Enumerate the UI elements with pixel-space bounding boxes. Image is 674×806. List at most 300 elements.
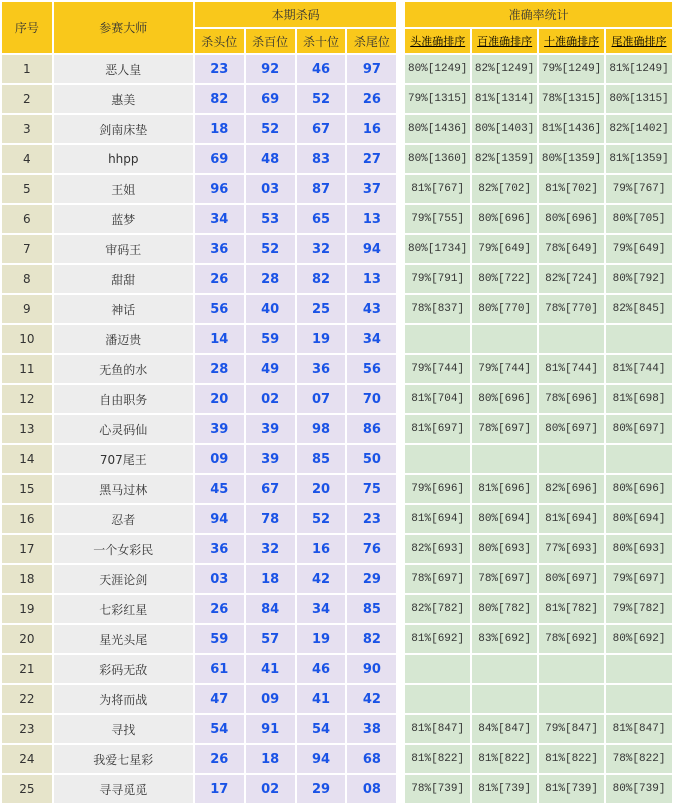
kill-number: 94 — [347, 235, 396, 263]
table-row — [2, 475, 672, 503]
sort-head-accuracy-link[interactable]: 头准确排序 — [405, 29, 470, 53]
table-row — [2, 115, 672, 143]
kill-number: 26 — [195, 265, 244, 293]
kill-number: 75 — [347, 475, 396, 503]
column-gap — [398, 205, 403, 233]
row-index: 24 — [2, 745, 52, 773]
kill-number: 54 — [297, 715, 346, 743]
accuracy-stat: 82%[1359] — [472, 145, 537, 173]
accuracy-stat: 82%[845] — [606, 295, 672, 323]
table-row — [2, 265, 672, 293]
kill-number: 09 — [246, 685, 295, 713]
kill-number: 29 — [297, 775, 346, 803]
accuracy-stat: 79%[744] — [405, 355, 470, 383]
kill-number: 82 — [347, 625, 396, 653]
kill-number: 39 — [195, 415, 244, 443]
master-name: 恶人皇 — [54, 55, 193, 83]
master-name: 无鱼的水 — [54, 355, 193, 383]
accuracy-stat — [405, 655, 470, 683]
kill-number: 36 — [297, 355, 346, 383]
table-row — [2, 145, 672, 173]
table-row — [2, 535, 672, 563]
master-name: 甜甜 — [54, 265, 193, 293]
column-gap — [398, 715, 403, 743]
header-stat-group: 准确率统计 — [405, 2, 672, 27]
master-name: 天涯论剑 — [54, 565, 193, 593]
accuracy-stat: 80%[770] — [472, 295, 537, 323]
accuracy-stat: 80%[782] — [472, 595, 537, 623]
table-row — [2, 715, 672, 743]
column-gap — [398, 325, 403, 353]
master-name: 惠美 — [54, 85, 193, 113]
accuracy-stat: 80%[1359] — [539, 145, 604, 173]
accuracy-stat: 80%[696] — [472, 385, 537, 413]
kill-number: 18 — [195, 115, 244, 143]
accuracy-stat — [606, 655, 672, 683]
accuracy-stat — [472, 655, 537, 683]
column-gap — [398, 85, 403, 113]
sort-tail-accuracy-link[interactable]: 尾准确排序 — [606, 29, 672, 53]
kill-number: 29 — [347, 565, 396, 593]
master-name: 自由职务 — [54, 385, 193, 413]
table-row — [2, 295, 672, 323]
kill-number: 41 — [246, 655, 295, 683]
accuracy-stat: 81%[704] — [405, 385, 470, 413]
accuracy-stat: 79%[791] — [405, 265, 470, 293]
accuracy-stat: 81%[822] — [472, 745, 537, 773]
row-index: 20 — [2, 625, 52, 653]
kill-number: 36 — [195, 535, 244, 563]
column-gap — [398, 595, 403, 623]
accuracy-stat — [539, 445, 604, 473]
accuracy-stat: 80%[1315] — [606, 85, 672, 113]
accuracy-stat: 80%[705] — [606, 205, 672, 233]
kill-number: 45 — [195, 475, 244, 503]
accuracy-stat — [405, 325, 470, 353]
accuracy-stat: 79%[744] — [472, 355, 537, 383]
table-row — [2, 565, 672, 593]
master-name: 我爱七星彩 — [54, 745, 193, 773]
accuracy-stat — [539, 685, 604, 713]
kill-number: 43 — [347, 295, 396, 323]
accuracy-stat: 78%[822] — [606, 745, 672, 773]
kill-number: 42 — [347, 685, 396, 713]
kill-number: 82 — [195, 85, 244, 113]
accuracy-stat: 80%[694] — [606, 505, 672, 533]
accuracy-stat: 82%[1249] — [472, 55, 537, 83]
row-index: 25 — [2, 775, 52, 803]
column-gap — [398, 415, 403, 443]
table-row — [2, 685, 672, 713]
accuracy-stat: 81%[1249] — [606, 55, 672, 83]
kill-number: 76 — [347, 535, 396, 563]
row-index: 4 — [2, 145, 52, 173]
column-gap — [398, 505, 403, 533]
kill-number: 34 — [347, 325, 396, 353]
master-name: 审码王 — [54, 235, 193, 263]
master-name: 寻寻觅觅 — [54, 775, 193, 803]
sort-hundred-accuracy-link[interactable]: 百准确排序 — [472, 29, 537, 53]
master-name: 星光头尾 — [54, 625, 193, 653]
accuracy-stat: 79%[847] — [539, 715, 604, 743]
kill-number: 59 — [246, 325, 295, 353]
kill-number: 42 — [297, 565, 346, 593]
kill-number: 90 — [347, 655, 396, 683]
master-name: 王姐 — [54, 175, 193, 203]
master-name: 为将而战 — [54, 685, 193, 713]
accuracy-stat: 77%[693] — [539, 535, 604, 563]
kill-number: 49 — [246, 355, 295, 383]
row-index: 6 — [2, 205, 52, 233]
column-gap — [398, 115, 403, 143]
kill-number: 52 — [246, 115, 295, 143]
column-gap — [398, 295, 403, 323]
accuracy-stat: 78%[837] — [405, 295, 470, 323]
accuracy-stat: 81%[702] — [539, 175, 604, 203]
header-master: 参赛大师 — [54, 2, 193, 53]
accuracy-stat: 79%[649] — [606, 235, 672, 263]
accuracy-stat — [405, 445, 470, 473]
accuracy-stat — [405, 685, 470, 713]
kill-number: 20 — [195, 385, 244, 413]
column-gap — [398, 445, 403, 473]
accuracy-stat — [472, 685, 537, 713]
kill-number: 07 — [297, 385, 346, 413]
accuracy-stat — [606, 325, 672, 353]
row-index: 7 — [2, 235, 52, 263]
kill-number: 52 — [246, 235, 295, 263]
kill-number: 16 — [297, 535, 346, 563]
row-index: 2 — [2, 85, 52, 113]
accuracy-stat: 81%[847] — [405, 715, 470, 743]
master-name: 忍者 — [54, 505, 193, 533]
column-gap — [398, 655, 403, 683]
accuracy-stat: 78%[649] — [539, 235, 604, 263]
table-row — [2, 625, 672, 653]
kill-number: 28 — [195, 355, 244, 383]
row-index: 3 — [2, 115, 52, 143]
column-gap — [398, 355, 403, 383]
accuracy-stat: 78%[692] — [539, 625, 604, 653]
master-name: hhpp — [54, 145, 193, 173]
kill-number: 83 — [297, 145, 346, 173]
accuracy-stat: 79%[1249] — [539, 55, 604, 83]
accuracy-stat: 79%[1315] — [405, 85, 470, 113]
accuracy-stat: 81%[822] — [539, 745, 604, 773]
accuracy-stat: 81%[744] — [539, 355, 604, 383]
accuracy-stat: 80%[697] — [539, 415, 604, 443]
accuracy-stat: 80%[696] — [472, 205, 537, 233]
master-name: 彩码无敌 — [54, 655, 193, 683]
column-gap — [398, 685, 403, 713]
kill-number: 85 — [347, 595, 396, 623]
kill-number: 98 — [297, 415, 346, 443]
table-row — [2, 655, 672, 683]
kill-number: 84 — [246, 595, 295, 623]
accuracy-stat — [606, 685, 672, 713]
master-name: 潘迈贵 — [54, 325, 193, 353]
header-kill-hundred: 杀百位 — [246, 29, 295, 53]
row-index: 12 — [2, 385, 52, 413]
accuracy-stat: 78%[697] — [472, 565, 537, 593]
accuracy-stat: 80%[696] — [606, 475, 672, 503]
table-row — [2, 205, 672, 233]
column-gap — [398, 145, 403, 173]
kill-number: 92 — [246, 55, 295, 83]
accuracy-stat: 79%[767] — [606, 175, 672, 203]
column-gap — [398, 535, 403, 563]
kill-number: 26 — [195, 745, 244, 773]
header-row-top — [2, 2, 672, 27]
accuracy-stat: 81%[1314] — [472, 85, 537, 113]
row-index: 5 — [2, 175, 52, 203]
master-name: 心灵码仙 — [54, 415, 193, 443]
kill-number: 19 — [297, 625, 346, 653]
accuracy-stat: 79%[696] — [405, 475, 470, 503]
kill-number: 34 — [297, 595, 346, 623]
accuracy-stat: 80%[792] — [606, 265, 672, 293]
kill-number: 78 — [246, 505, 295, 533]
kill-number: 27 — [347, 145, 396, 173]
row-index: 22 — [2, 685, 52, 713]
kill-number: 85 — [297, 445, 346, 473]
accuracy-stat — [539, 325, 604, 353]
kill-number: 70 — [347, 385, 396, 413]
table-body — [2, 55, 672, 803]
kill-number: 16 — [347, 115, 396, 143]
accuracy-stat: 79%[649] — [472, 235, 537, 263]
kill-number: 57 — [246, 625, 295, 653]
accuracy-stat: 81%[739] — [539, 775, 604, 803]
master-name: 黑马过林 — [54, 475, 193, 503]
header-kill-group: 本期杀码 — [195, 2, 396, 27]
accuracy-stat: 80%[694] — [472, 505, 537, 533]
accuracy-stat: 80%[1403] — [472, 115, 537, 143]
kill-number: 41 — [297, 685, 346, 713]
kill-number: 48 — [246, 145, 295, 173]
accuracy-stat: 78%[770] — [539, 295, 604, 323]
accuracy-stat: 80%[722] — [472, 265, 537, 293]
accuracy-stat: 78%[739] — [405, 775, 470, 803]
accuracy-stat: 81%[739] — [472, 775, 537, 803]
accuracy-stat: 81%[847] — [606, 715, 672, 743]
kill-number: 03 — [246, 175, 295, 203]
accuracy-stat: 80%[697] — [606, 415, 672, 443]
row-index: 18 — [2, 565, 52, 593]
master-name: 蓝梦 — [54, 205, 193, 233]
table-row — [2, 85, 672, 113]
header-kill-tail: 杀尾位 — [347, 29, 396, 53]
accuracy-stat: 84%[847] — [472, 715, 537, 743]
kill-number: 37 — [347, 175, 396, 203]
accuracy-stat: 82%[1402] — [606, 115, 672, 143]
kill-number: 69 — [246, 85, 295, 113]
accuracy-stat — [539, 655, 604, 683]
header-gap — [398, 2, 403, 53]
kill-number: 56 — [195, 295, 244, 323]
accuracy-stat: 79%[755] — [405, 205, 470, 233]
accuracy-stat: 82%[782] — [405, 595, 470, 623]
accuracy-stat — [472, 325, 537, 353]
kill-number: 86 — [347, 415, 396, 443]
kill-number: 32 — [297, 235, 346, 263]
accuracy-stat: 78%[696] — [539, 385, 604, 413]
kill-number: 18 — [246, 745, 295, 773]
table-row — [2, 175, 672, 203]
master-name: 神话 — [54, 295, 193, 323]
kill-number: 08 — [347, 775, 396, 803]
row-index: 15 — [2, 475, 52, 503]
column-gap — [398, 745, 403, 773]
kill-number: 38 — [347, 715, 396, 743]
kill-number: 61 — [195, 655, 244, 683]
accuracy-stat: 80%[693] — [606, 535, 672, 563]
accuracy-stat: 81%[696] — [472, 475, 537, 503]
kill-number: 67 — [297, 115, 346, 143]
row-index: 9 — [2, 295, 52, 323]
accuracy-stat: 81%[698] — [606, 385, 672, 413]
kill-number: 68 — [347, 745, 396, 773]
kill-number: 25 — [297, 295, 346, 323]
kill-number: 67 — [246, 475, 295, 503]
kill-number: 32 — [246, 535, 295, 563]
accuracy-stat: 81%[1359] — [606, 145, 672, 173]
accuracy-stat: 81%[697] — [405, 415, 470, 443]
accuracy-stat: 81%[694] — [405, 505, 470, 533]
kill-number: 36 — [195, 235, 244, 263]
table-row — [2, 415, 672, 443]
kill-number: 65 — [297, 205, 346, 233]
table-row — [2, 745, 672, 773]
kill-number: 18 — [246, 565, 295, 593]
accuracy-stat: 78%[1315] — [539, 85, 604, 113]
kill-number: 91 — [246, 715, 295, 743]
accuracy-stat: 80%[696] — [539, 205, 604, 233]
table-row — [2, 235, 672, 263]
master-name: 一个女彩民 — [54, 535, 193, 563]
kill-number: 09 — [195, 445, 244, 473]
column-gap — [398, 265, 403, 293]
kill-number: 23 — [347, 505, 396, 533]
accuracy-stat: 83%[692] — [472, 625, 537, 653]
kill-number: 26 — [195, 595, 244, 623]
accuracy-stat: 81%[822] — [405, 745, 470, 773]
master-name: 剑南床垫 — [54, 115, 193, 143]
kill-number: 23 — [195, 55, 244, 83]
table-row — [2, 775, 672, 803]
accuracy-stat: 82%[702] — [472, 175, 537, 203]
accuracy-stat: 81%[767] — [405, 175, 470, 203]
kill-number: 94 — [297, 745, 346, 773]
kill-number: 97 — [347, 55, 396, 83]
kill-number: 50 — [347, 445, 396, 473]
kill-number: 39 — [246, 445, 295, 473]
kill-number: 02 — [246, 775, 295, 803]
header-index: 序号 — [2, 2, 52, 53]
header-kill-ten: 杀十位 — [297, 29, 346, 53]
row-index: 19 — [2, 595, 52, 623]
kill-number: 02 — [246, 385, 295, 413]
kill-number: 59 — [195, 625, 244, 653]
accuracy-stat: 81%[1436] — [539, 115, 604, 143]
accuracy-stat: 82%[724] — [539, 265, 604, 293]
row-index: 21 — [2, 655, 52, 683]
accuracy-stat: 79%[697] — [606, 565, 672, 593]
kill-number: 54 — [195, 715, 244, 743]
accuracy-stat — [606, 445, 672, 473]
accuracy-stat: 78%[697] — [405, 565, 470, 593]
accuracy-stat: 80%[1734] — [405, 235, 470, 263]
kill-number: 47 — [195, 685, 244, 713]
accuracy-stat: 78%[697] — [472, 415, 537, 443]
accuracy-stat: 80%[1249] — [405, 55, 470, 83]
kill-number: 46 — [297, 55, 346, 83]
accuracy-stat — [472, 445, 537, 473]
master-name: 707尾王 — [54, 445, 193, 473]
row-index: 13 — [2, 415, 52, 443]
kill-number: 28 — [246, 265, 295, 293]
column-gap — [398, 55, 403, 83]
column-gap — [398, 175, 403, 203]
row-index: 11 — [2, 355, 52, 383]
kill-number: 14 — [195, 325, 244, 353]
accuracy-stat: 80%[1360] — [405, 145, 470, 173]
accuracy-stat: 80%[1436] — [405, 115, 470, 143]
accuracy-stat: 80%[739] — [606, 775, 672, 803]
table-row — [2, 325, 672, 353]
accuracy-stat: 81%[692] — [405, 625, 470, 653]
column-gap — [398, 775, 403, 803]
table-row — [2, 595, 672, 623]
accuracy-stat: 81%[782] — [539, 595, 604, 623]
column-gap — [398, 475, 403, 503]
kill-number: 39 — [246, 415, 295, 443]
kill-number: 17 — [195, 775, 244, 803]
column-gap — [398, 235, 403, 263]
kill-number: 13 — [347, 265, 396, 293]
table-row — [2, 55, 672, 83]
sort-ten-accuracy-link[interactable]: 十准确排序 — [539, 29, 604, 53]
row-index: 16 — [2, 505, 52, 533]
accuracy-stat: 82%[696] — [539, 475, 604, 503]
kill-number: 13 — [347, 205, 396, 233]
accuracy-stat: 82%[693] — [405, 535, 470, 563]
kill-number: 46 — [297, 655, 346, 683]
table-row — [2, 505, 672, 533]
column-gap — [398, 625, 403, 653]
kill-number: 52 — [297, 505, 346, 533]
column-gap — [398, 565, 403, 593]
master-name: 七彩红星 — [54, 595, 193, 623]
kill-number: 56 — [347, 355, 396, 383]
kill-number: 40 — [246, 295, 295, 323]
header-kill-head: 杀头位 — [195, 29, 244, 53]
kill-number: 69 — [195, 145, 244, 173]
row-index: 14 — [2, 445, 52, 473]
kill-number: 20 — [297, 475, 346, 503]
kill-number: 53 — [246, 205, 295, 233]
table-row — [2, 445, 672, 473]
row-index: 8 — [2, 265, 52, 293]
accuracy-stat: 81%[694] — [539, 505, 604, 533]
row-index: 1 — [2, 55, 52, 83]
kill-number: 94 — [195, 505, 244, 533]
kill-number: 87 — [297, 175, 346, 203]
accuracy-stat: 80%[693] — [472, 535, 537, 563]
kill-number: 26 — [347, 85, 396, 113]
row-index: 10 — [2, 325, 52, 353]
kill-number: 96 — [195, 175, 244, 203]
